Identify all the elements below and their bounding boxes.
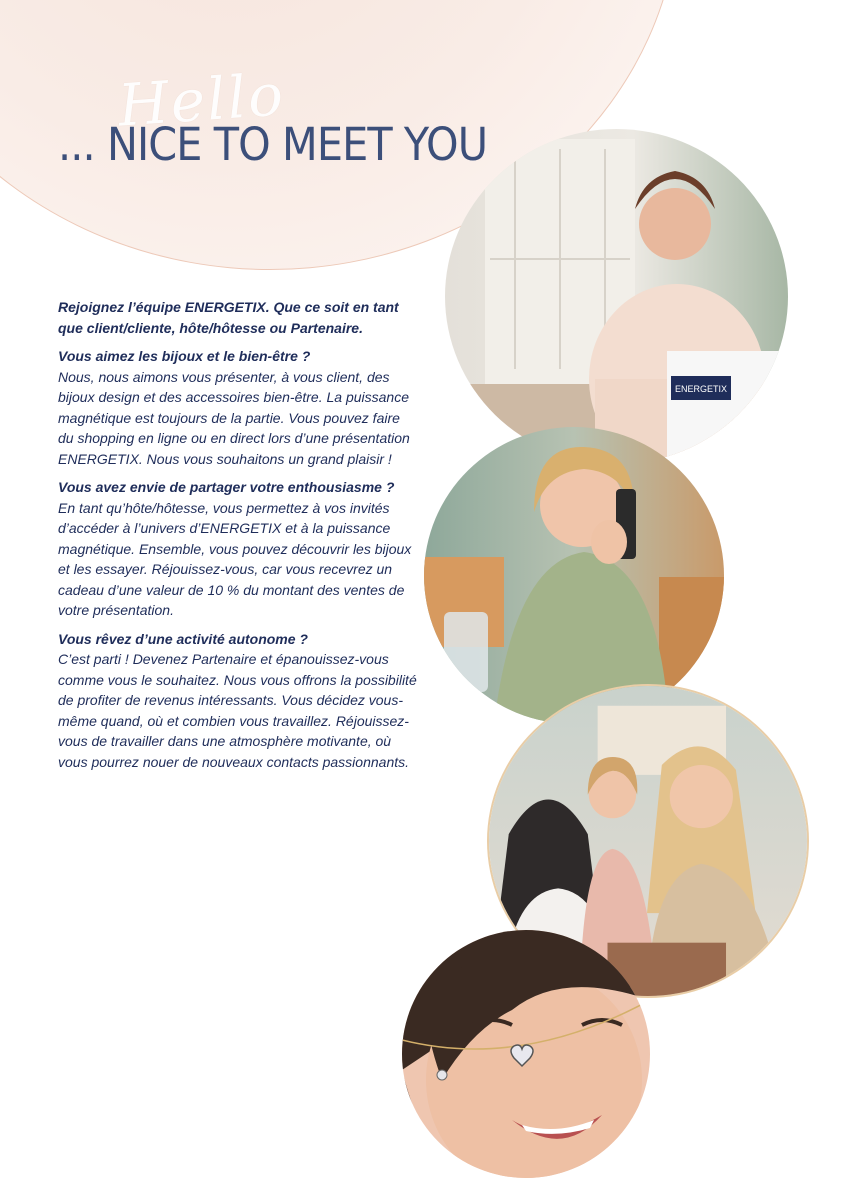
section-hote xyxy=(58,477,418,621)
section-text: En tant qu’hôte/hôtesse, vous permettez à vos invités d’accéder à l’univers d’ENERGETIX et à la puissance magnétique. Ensemble, vous pouvez découvrir les bijoux et les essayer. Réjouissez-vous, car vous recevrez un cadeau d’une valeur de 10 % du montant des ventes de votre présentation. xyxy=(58,499,412,618)
section-question: Vous avez envie de partager votre enthousiasme ? xyxy=(58,479,395,495)
photo-woman-on-phone xyxy=(424,427,724,724)
section-question: Vous aimez les bijoux et le bien-être ? xyxy=(58,348,311,364)
section-question: Vous rêvez d’une activité autonome ? xyxy=(58,630,308,647)
section-text: C’est parti ! Devenez Partenaire et épanouissez-vous comme vous le souhaitez. Nous vous offrons la possibilité de profiter de revenus intéressants. Vous décidez vous-même quand, où et combien vous travaillez. Réjouissez-vous de travailler dans une atmosphère motivante, où vous pourrez nouer de nouveaux contacts passionnants. xyxy=(58,651,417,770)
hello-script-word: Hello xyxy=(115,60,288,140)
photo-woman-closeup xyxy=(402,930,650,1178)
photo-woman-at-table xyxy=(445,129,788,464)
section-bijoux xyxy=(58,346,418,469)
section-partenaire xyxy=(58,629,418,773)
body-copy xyxy=(58,297,418,780)
box-brand-label: ENERGETIX xyxy=(674,384,728,394)
section-text: Nous, nous aimons vous présenter, à vous client, des bijoux design et des accessoires bien-être. La puissance magnétique est toujours de la partie. Vous pouvez faire du shopping en ligne ou en direct lors d’une présentation ENERGETIX. Nous vous souhaitons un grand plaisir ! xyxy=(58,368,410,467)
page-headline: ... NICE TO MEET YOU xyxy=(58,118,488,171)
intro-paragraph: Rejoignez l’équipe ENERGETIX. Que ce soit en tant que client/cliente, hôte/hôtesse ou Partenaire. xyxy=(58,299,399,336)
